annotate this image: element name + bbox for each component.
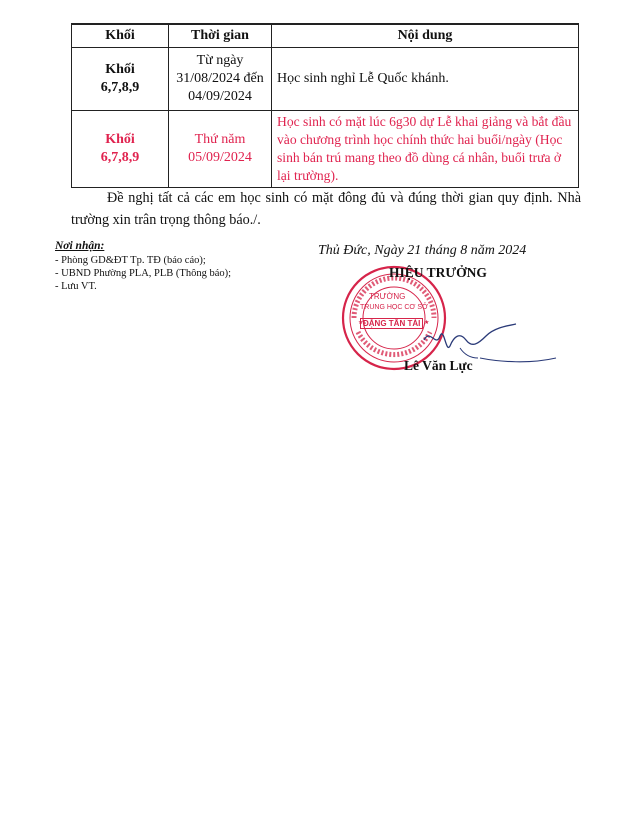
signer-title: HIỆU TRƯỞNG xyxy=(389,265,487,280)
khoi-grades: 6,7,8,9 xyxy=(100,80,140,95)
khoi-grades: 6,7,8,9 xyxy=(100,150,140,165)
stamp-text: ĐẶNG TẤN TÀI xyxy=(360,318,423,329)
table-row xyxy=(72,111,579,188)
recipients-title: Nơi nhận: xyxy=(55,240,105,252)
signer-name: Lê Văn Lực xyxy=(404,358,473,373)
header-khoi: Khối xyxy=(72,24,169,48)
table-header-row xyxy=(72,24,579,48)
notice-paragraph: Đề nghị tất cả các em học sinh có mặt đông đủ và đúng thời gian quy định. Nhà trường xin trân trọng thông báo./. xyxy=(71,190,581,228)
table-row xyxy=(72,48,579,111)
time-line: 31/08/2024 đến xyxy=(176,71,264,86)
cell-time xyxy=(169,48,272,111)
recipients-block xyxy=(55,240,305,293)
time-line: Từ ngày xyxy=(196,53,244,68)
stamp-text: TRUNG HỌC CƠ SỞ xyxy=(360,304,429,311)
cell-content: Học sinh nghỉ Lễ Quốc khánh. xyxy=(272,48,579,111)
khoi-label: Khối xyxy=(105,62,135,77)
cell-content: Học sinh có mặt lúc 6g30 dự Lễ khai giảng và bắt đầu vào chương trình học chính thức hai buổi/ngày (Học sinh bán trú mang theo đồ dùng cá nhân, buổi trưa ở lại trường). xyxy=(272,111,579,188)
stamp-text: TRƯỜNG xyxy=(369,292,406,301)
svg-text:★: ★ xyxy=(424,320,430,326)
svg-text:★: ★ xyxy=(358,320,364,326)
schedule-table xyxy=(71,23,579,188)
time-line: 05/09/2024 xyxy=(188,150,252,165)
cell-khoi xyxy=(72,48,169,111)
place-date: Thủ Đức, Ngày 21 tháng 8 năm 2024 xyxy=(318,243,527,258)
cell-khoi xyxy=(72,111,169,188)
recipient-item: - Lưu VT. xyxy=(55,281,97,292)
header-time: Thời gian xyxy=(169,24,272,48)
time-line: 04/09/2024 xyxy=(188,89,252,104)
header-content: Nội dung xyxy=(272,24,579,48)
recipient-item: - Phòng GD&ĐT Tp. TĐ (báo cáo); xyxy=(55,255,206,266)
cell-time xyxy=(169,111,272,188)
time-line: Thứ năm xyxy=(194,132,246,147)
recipient-item: - UBND Phường PLA, PLB (Thông báo); xyxy=(55,268,232,279)
khoi-label: Khối xyxy=(105,132,135,147)
